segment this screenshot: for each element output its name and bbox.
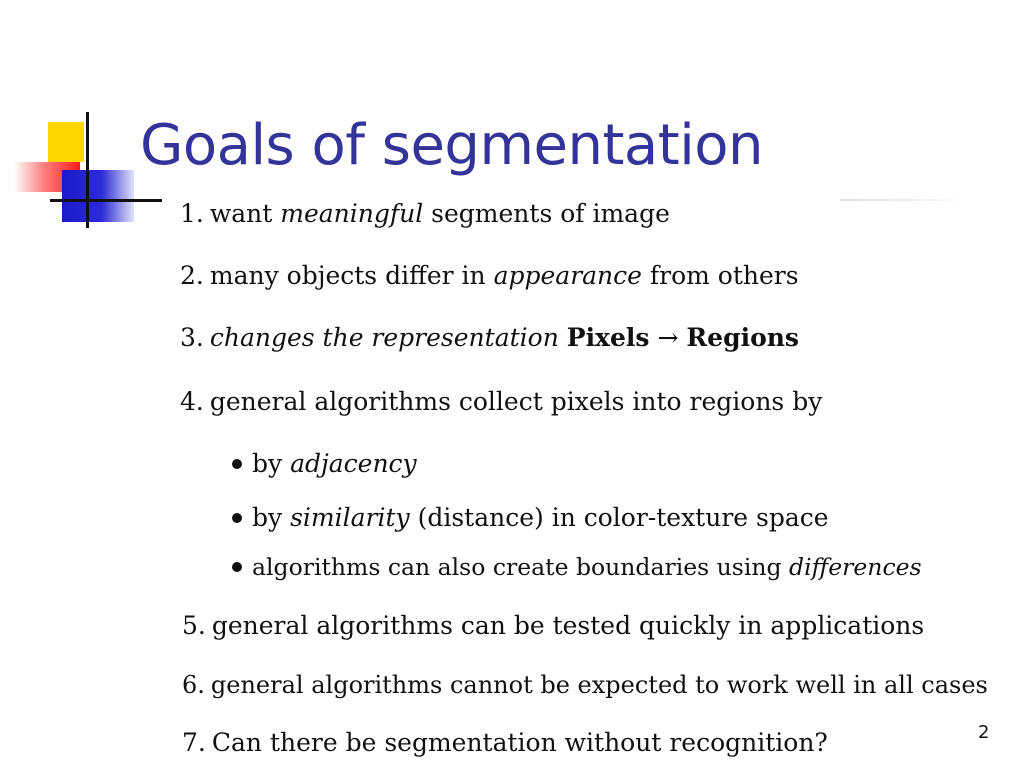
list-item-2 [180,260,799,292]
item-bold-pixels: Pixels [566,323,650,352]
title-divider [840,199,960,201]
item-number: 6. [182,671,205,699]
item-text: Can there be segmentation without recognition? [211,728,828,757]
item-text: general algorithms cannot be expected to work well in all cases [210,671,988,699]
bullet-icon [232,562,242,572]
item-text: general algorithms can be tested quickly in applications [211,611,925,640]
page-number: 2 [978,722,990,743]
item-text: from others [641,261,799,290]
list-item-6 [182,669,988,701]
logo-blue-square [62,170,134,222]
sub-list-item-1 [232,448,417,480]
list-item-4 [180,386,822,418]
item-text: algorithms can also create boundaries using [252,553,790,581]
bullet-icon [232,459,242,469]
item-number: 5. [182,611,206,640]
item-number: 7. [182,728,206,757]
item-text: segments of image [423,199,670,228]
item-number: 2. [180,261,204,290]
item-text: general algorithms collect pixels into regions by [209,387,823,416]
item-emphasis: similarity [290,503,410,532]
logo-horizontal-line [50,199,162,202]
list-item-3 [180,322,799,354]
item-emphasis: changes the representation [209,323,559,352]
item-bold-regions: Regions [686,323,799,352]
item-emphasis: adjacency [290,449,417,478]
logo-vertical-line [86,112,89,228]
item-text: (distance) in color-texture space [409,503,829,532]
item-emphasis: appearance [493,261,642,290]
item-text: many objects differ in [209,261,494,290]
item-number: 4. [180,387,204,416]
list-item-7 [182,727,828,759]
item-text: by [252,503,291,532]
item-text: want [209,199,281,228]
list-item-5 [182,610,924,642]
right-arrow-icon: → [657,323,679,352]
bullet-icon [232,513,242,523]
list-item-1 [180,198,670,230]
item-emphasis: meaningful [280,199,424,228]
logo-yellow-square [48,122,84,162]
item-number: 1. [180,199,204,228]
sub-list-item-2 [232,502,829,534]
item-emphasis: differences [789,553,922,581]
slide-title: Goals of segmentation [140,113,763,178]
sub-list-item-3 [232,551,922,583]
item-number: 3. [180,323,204,352]
item-text: by [252,449,291,478]
